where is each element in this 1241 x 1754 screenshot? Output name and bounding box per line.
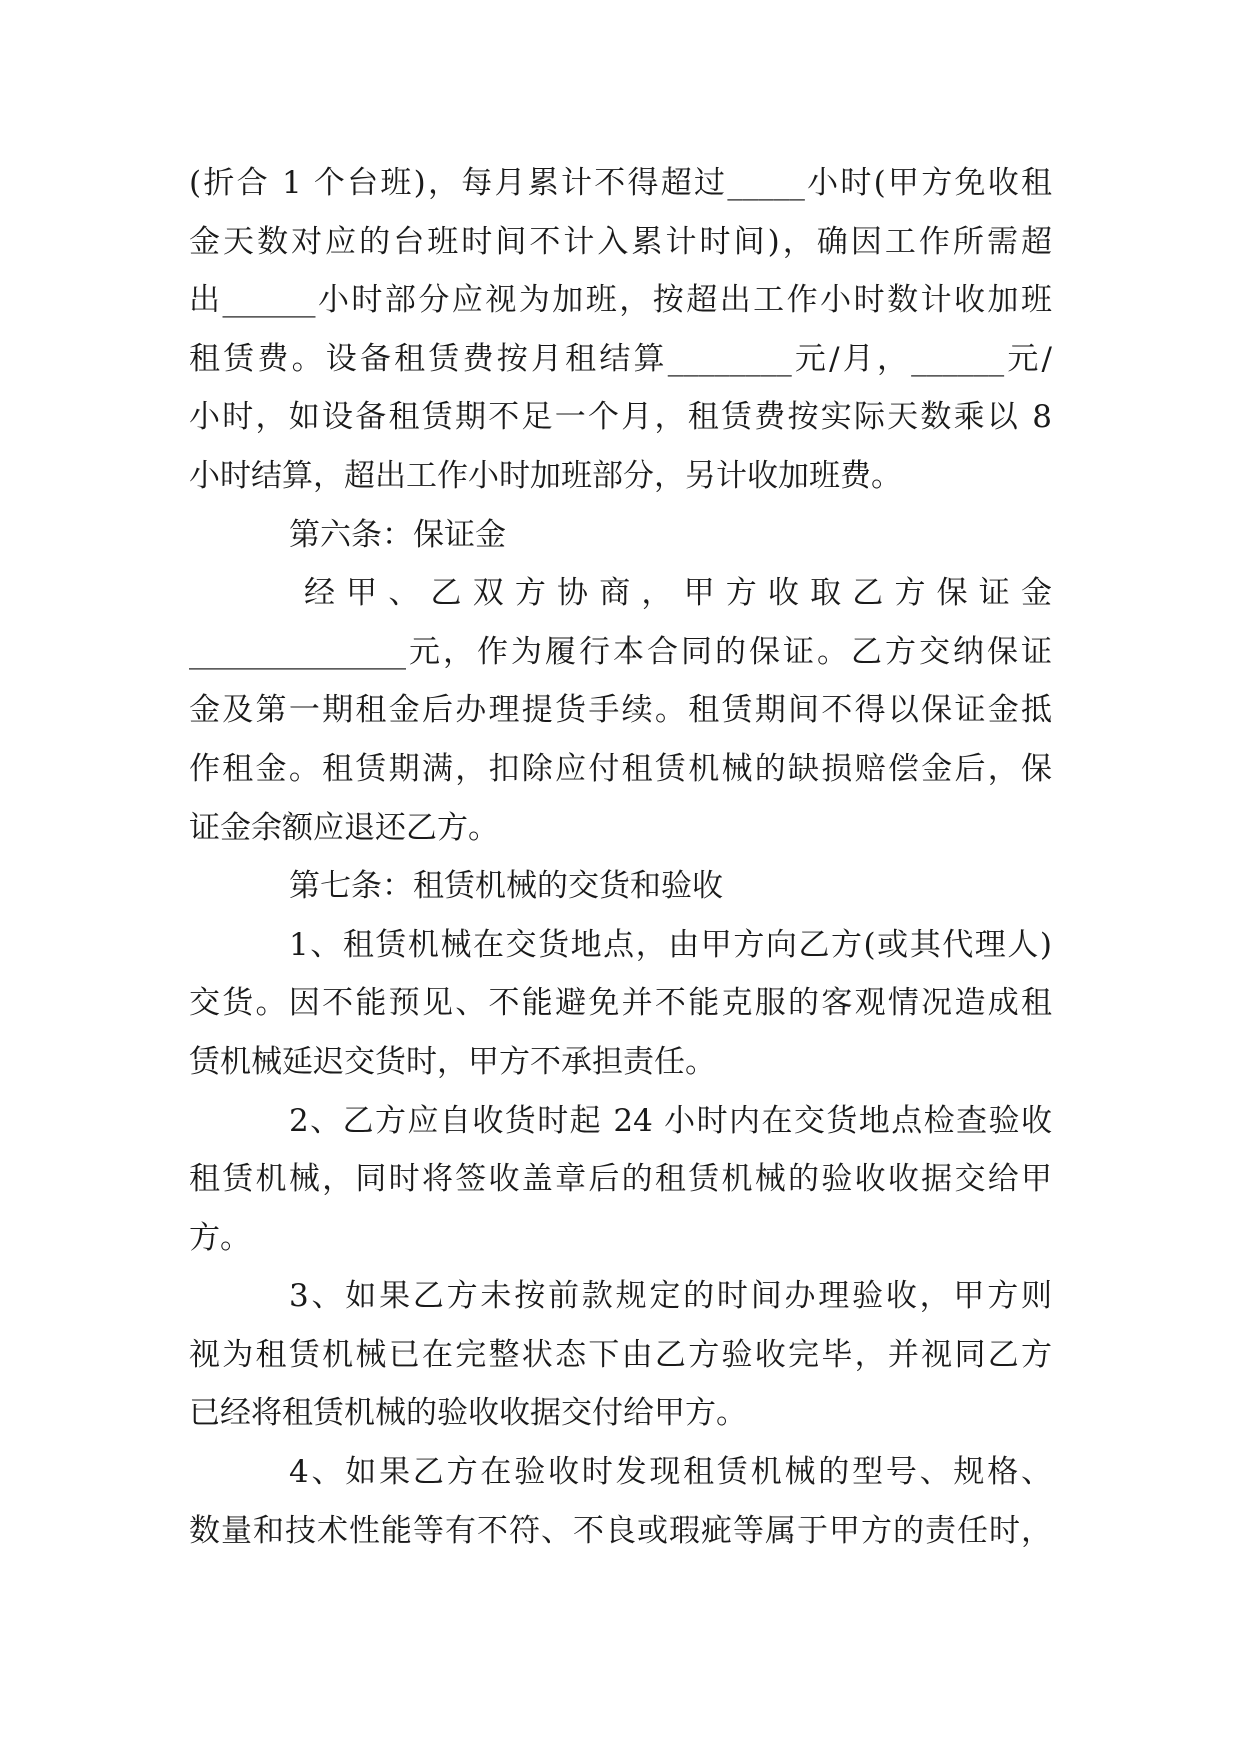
text-line: 4、如果乙方在验收时发现租赁机械的型号、规格、 [289,1454,1052,1491]
text-line: 赁机械延迟交货时，甲方不承担责任。 [189,1043,716,1080]
text-line: 1、租赁机械在交货地点，由甲方向乙方(或其代理人) [289,926,1052,963]
text-line: 证金余额应退还乙方。 [189,809,499,846]
text-line: 小时，如设备租赁期不足一个月，租赁费按实际天数乘以 8 [189,399,1052,436]
text-line: 经 甲 、 乙 双 方 协 商 ， 甲 方 收 取 乙 方 保 证 金 [304,575,1052,612]
text-line: 方。 [189,1219,251,1256]
section-heading-6: 第六条：保证金 [289,516,506,553]
section-heading-7: 第七条：租赁机械的交货和验收 [289,868,723,905]
text-line: 租赁机械，同时将签收盖章后的租赁机械的验收收据交给甲 [189,1161,1052,1198]
text-line: 小时结算，超出工作小时加班部分，另计收加班费。 [189,457,902,494]
text-line: 交货。因不能预见、不能避免并不能克服的客观情况造成租 [189,985,1052,1022]
text-line: 租赁费。设备租赁费按月租结算________元/月，______元/ [189,340,1052,377]
text-line: 3、如果乙方未按前款规定的时间办理验收，甲方则 [289,1278,1052,1315]
text-line: 已经将租赁机械的验收收据交付给甲方。 [189,1395,747,1432]
text-line: 作租金。租赁期满，扣除应付租赁机械的缺损赔偿金后，保 [189,750,1052,787]
text-line: ______________元，作为履行本合同的保证。乙方交纳保证 [189,633,1052,670]
text-line: 出______小时部分应视为加班，按超出工作小时数计收加班 [189,282,1052,319]
text-line: 2、乙方应自收货时起 24 小时内在交货地点检查验收 [289,1102,1052,1139]
text-line: 视为租赁机械已在完整状态下由乙方验收完毕，并视同乙方 [189,1336,1052,1373]
text-line: (折合 1 个台班)，每月累计不得超过_____小时(甲方免收租 [189,165,1052,201]
text-line: 金天数对应的台班时间不计入累计时间)，确因工作所需超 [189,223,1052,260]
document-page [189,154,1052,1560]
text-line: 数量和技术性能等有不符、不良或瑕疵等属于甲方的责任时， [189,1512,1052,1549]
text-line: 金及第一期租金后办理提货手续。租赁期间不得以保证金抵 [189,692,1052,729]
